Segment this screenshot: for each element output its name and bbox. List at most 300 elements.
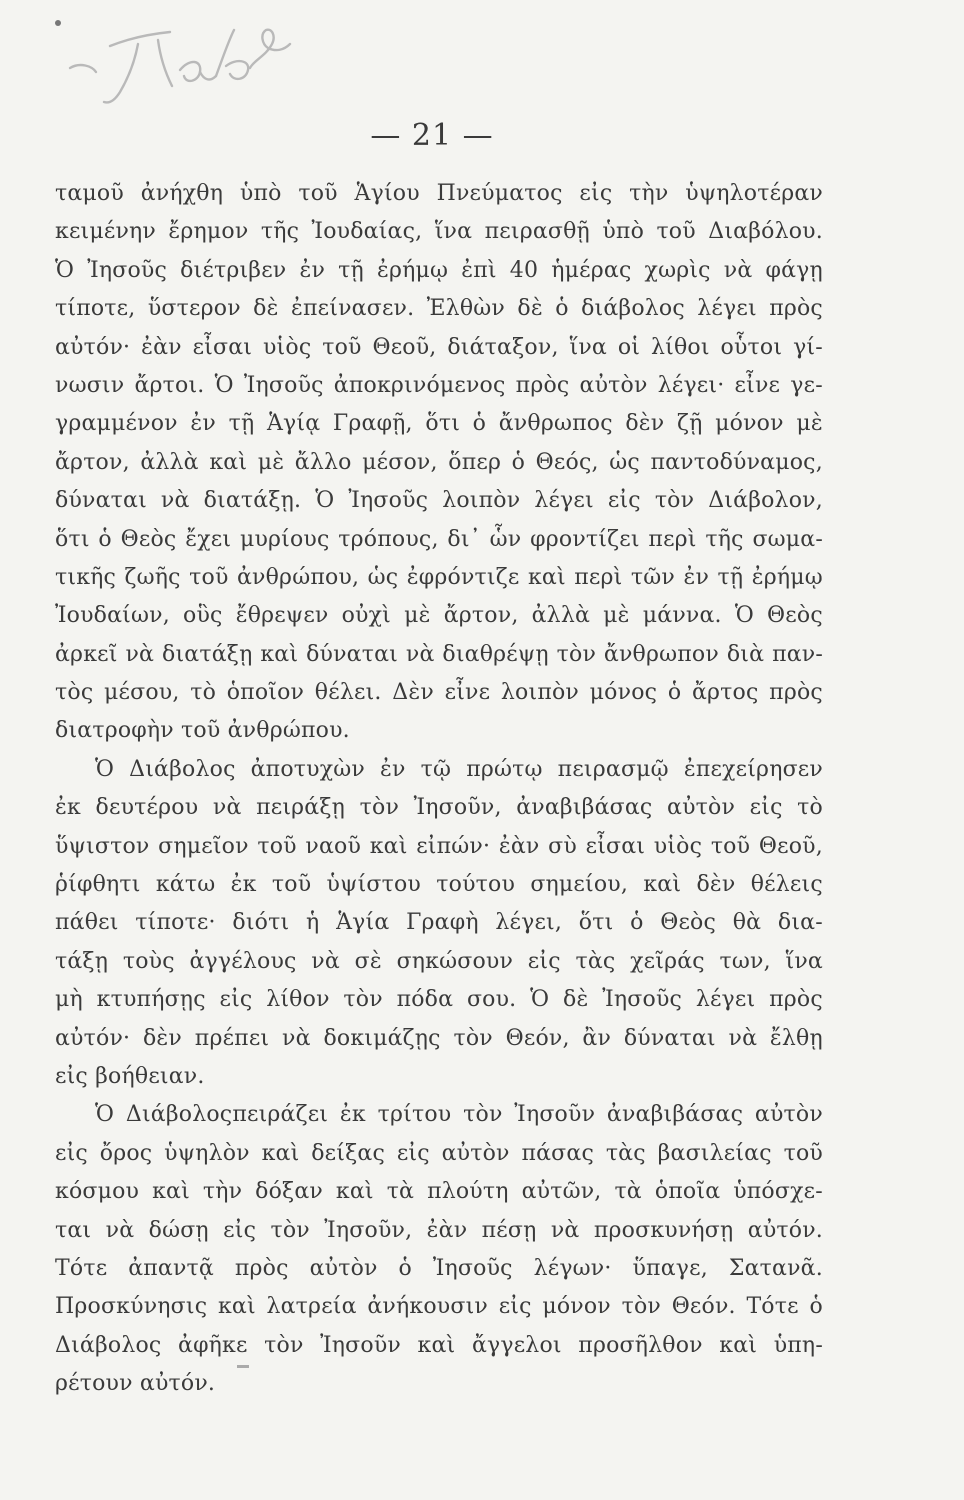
word: ὑψηλοτέραν — [685, 181, 823, 206]
paragraph-end-line — [55, 1365, 823, 1403]
word: εἰς — [498, 1294, 532, 1320]
word: μέσον, — [362, 449, 438, 475]
word: χωρὶς — [644, 257, 711, 283]
word: ἐν — [190, 411, 216, 437]
word: τῇ — [717, 564, 744, 590]
word: αὐτὸν — [441, 1140, 510, 1166]
text-line — [55, 789, 823, 827]
word: διέτριβεν — [180, 257, 287, 283]
final-line-text: ρέτουν αὐτόν. — [55, 1371, 216, 1397]
word: διάταξον, — [447, 334, 559, 360]
word: ἀνήχθη — [140, 181, 224, 206]
word: πρώτῳ — [466, 756, 543, 782]
word: νωσιν — [55, 372, 125, 398]
word: μυρίους — [239, 526, 330, 552]
word: προσκυνήσῃ — [593, 1217, 734, 1243]
word: ἡ — [306, 910, 320, 936]
text-line — [55, 1327, 823, 1365]
word: ἀπαντᾷ — [128, 1255, 214, 1281]
word: ἀφῆκε — [178, 1332, 248, 1358]
word: αὐτόν· — [55, 1025, 131, 1051]
word: εἶσαι — [585, 833, 646, 859]
word: Θεός, — [535, 449, 599, 475]
word: μὲ — [404, 603, 431, 629]
word: πειρασθῇ — [484, 219, 590, 245]
word: μὲ — [257, 449, 285, 475]
word: νὰ — [282, 1025, 311, 1051]
word: Θεόν. — [671, 1294, 736, 1320]
word: ἀλλὰ — [531, 603, 591, 629]
word: λίθοι — [650, 334, 710, 360]
paragraph-end-line: εἰς βοήθειαν. — [55, 1063, 205, 1089]
word: ἀλλὰ — [140, 449, 199, 475]
word: ἐν — [380, 756, 406, 782]
text-line — [55, 1212, 823, 1250]
word: θὰ — [732, 910, 762, 936]
word: ῥίφθητι — [55, 872, 141, 898]
word: ται — [55, 1217, 92, 1243]
word: καὶ — [369, 833, 408, 859]
word: ὧν — [489, 526, 522, 552]
word: αὐτὸν — [579, 372, 648, 398]
word: γί- — [793, 334, 823, 360]
word: υἱὸς — [262, 334, 312, 360]
word: καὶ — [152, 1179, 190, 1205]
word: δὲν — [625, 411, 665, 437]
word: νὰ — [311, 948, 340, 974]
text-line — [55, 1288, 823, 1326]
word: καὶ — [417, 1332, 456, 1358]
word: λέγων· — [533, 1255, 612, 1281]
word: Ὁ — [214, 372, 234, 398]
word: αὐτὸν — [309, 1255, 378, 1281]
paragraph-start-line — [55, 1096, 823, 1134]
word: πρέπει — [194, 1025, 270, 1051]
word: ἐὰν — [141, 334, 182, 360]
word: ὁποῖα — [654, 1179, 721, 1205]
word: Ἰησοῦς — [243, 372, 324, 398]
word: οἱ — [617, 334, 641, 360]
word: εἰπών· — [416, 833, 491, 859]
word: μὲ — [796, 411, 823, 437]
word: ἔχει — [185, 526, 232, 552]
word: ἀποτυχὼν — [250, 756, 365, 782]
page-number: — 21 — — [370, 118, 494, 153]
text-line — [55, 559, 823, 597]
word: σὲ — [354, 948, 382, 974]
word: τῇ — [338, 257, 364, 283]
word: ὑψίστου — [326, 872, 422, 898]
word: τὸς — [55, 680, 94, 706]
word: τρόπους, — [338, 526, 439, 552]
word: ἐκ — [339, 1102, 366, 1128]
word: πειράξῃ — [256, 795, 346, 821]
word: Ἰησοῦς — [602, 987, 683, 1013]
word: Ἰουδαίων, — [55, 603, 170, 629]
text-line — [55, 1250, 823, 1288]
word: προσῆλθον — [578, 1332, 703, 1358]
word: Προσκύνησις — [55, 1294, 208, 1320]
word: τῆς — [705, 526, 744, 552]
word: δὲ — [517, 296, 543, 322]
word: ὅπερ — [448, 449, 502, 475]
word: Ἰουδαίας, — [311, 219, 423, 245]
word: τίποτε, — [55, 296, 136, 322]
paragraph-end-line: διατροφὴν τοῦ ἀνθρώπου. — [55, 718, 350, 744]
word: δοκιμάζῃς — [323, 1025, 441, 1051]
word: καὶ — [217, 1294, 256, 1320]
word: ἐπεχείρησεν — [683, 756, 823, 782]
word: τὸν — [654, 488, 695, 514]
word: ἐπὶ — [461, 257, 497, 283]
word: εἰς — [223, 1217, 257, 1243]
word: πάθει — [55, 910, 119, 936]
text-line — [55, 981, 823, 1019]
word: λοιπὸν — [500, 680, 579, 706]
word: τοῦ — [710, 833, 751, 859]
word: λέγει, — [495, 910, 563, 936]
word: ἄρτον, — [443, 603, 519, 629]
word: καὶ — [209, 449, 248, 475]
word: δείξας — [311, 1140, 385, 1166]
text-line — [55, 828, 823, 866]
text-line — [55, 904, 823, 942]
word: εἰς — [749, 795, 783, 821]
pencil-mark — [237, 1365, 249, 1368]
word: δια- — [777, 910, 823, 936]
word: θέλεις — [750, 872, 823, 898]
text-line — [55, 636, 823, 674]
word: λέγει — [534, 488, 594, 514]
word: αὐτῶν, — [521, 1179, 602, 1205]
word: τοῦ — [189, 564, 229, 590]
word: ἐὰν — [426, 1217, 468, 1243]
word: τὰ — [614, 1179, 642, 1205]
word: νὰ — [160, 488, 190, 514]
word: ἐν — [299, 257, 326, 283]
word: ὑπὸ — [602, 219, 645, 245]
word: αὐτὸν — [754, 1102, 823, 1128]
word: Θεὸς — [120, 526, 177, 552]
word: μὴ — [55, 987, 83, 1013]
word: ἄρτος — [691, 680, 759, 706]
word: ἐρήμῳ — [751, 564, 823, 590]
word: Ἁγίου — [354, 181, 420, 206]
text-line — [55, 597, 823, 635]
word: δώσῃ — [148, 1217, 209, 1243]
word: λέγει· — [657, 372, 725, 398]
word: Ἁγία — [336, 910, 390, 936]
word: ὁ — [630, 910, 644, 936]
word: τοῦ — [656, 219, 696, 245]
word: τὸν — [453, 1025, 493, 1051]
word: ἵνα — [569, 334, 607, 360]
word: Τότε — [746, 1294, 799, 1320]
word: πρὸς — [234, 1255, 289, 1281]
word: ὁ — [809, 1294, 823, 1320]
word: ἔλθῃ — [769, 1025, 823, 1051]
word: εἰς — [579, 181, 613, 206]
word: μόνον — [542, 1294, 611, 1320]
word: εἰς — [55, 1140, 88, 1166]
word: Θεόν, — [505, 1025, 570, 1051]
word: Ὁ — [734, 603, 754, 629]
word: τοῦ — [271, 872, 312, 898]
text-line — [55, 444, 823, 482]
word: σὺ — [548, 833, 577, 859]
word: Ἰησοῦς — [87, 257, 167, 283]
word: Σατανᾶ. — [728, 1255, 823, 1281]
word: Ὁ — [315, 488, 335, 514]
word: ὑπη- — [773, 1332, 823, 1358]
word: κόσμου — [55, 1179, 140, 1205]
word: ἡμέρας — [551, 257, 632, 283]
word: αὐτόν· — [55, 334, 131, 360]
word: γραμμένον — [55, 411, 178, 437]
word: ὁ — [511, 449, 526, 475]
word: Διαβόλου. — [708, 219, 823, 245]
text-line — [55, 367, 823, 405]
word: εἶσαι — [192, 334, 253, 360]
word: νὰ — [105, 1217, 135, 1243]
text-line — [55, 213, 823, 251]
word: πρὸς — [515, 372, 570, 398]
word: ἀνήκουσιν — [367, 1294, 488, 1320]
word: διαθρέψῃ — [442, 641, 549, 667]
word: ταμοῦ — [55, 181, 124, 206]
word: λέγει — [695, 987, 756, 1013]
word: Γραφῇ, — [332, 411, 413, 437]
word: οὓς — [183, 603, 223, 629]
word: πέσῃ — [481, 1217, 537, 1243]
word: ἵνα — [434, 219, 473, 245]
word: γε- — [790, 372, 823, 398]
word: λοιπὸν — [442, 488, 521, 514]
word: τὴν — [629, 181, 669, 206]
word: τὸν — [343, 987, 383, 1013]
word: μόνον — [715, 411, 784, 437]
word: δευτέρου — [95, 795, 199, 821]
word: Δὲν — [392, 680, 434, 706]
word: φάγῃ — [765, 257, 823, 283]
word: διάβολος — [581, 296, 685, 322]
word: Διάβολον, — [708, 488, 823, 514]
word: Ἰησοῦς — [432, 1255, 513, 1281]
word: ὡς — [367, 564, 399, 590]
word: μάννα. — [642, 603, 722, 629]
word: ναοῦ — [305, 833, 362, 859]
word: παν- — [772, 641, 823, 667]
word: Διάβολος — [55, 1332, 162, 1358]
word: πόδα — [396, 987, 454, 1013]
word: τρίτου — [377, 1102, 452, 1128]
word: δύναται — [623, 1025, 716, 1051]
text-line — [55, 252, 823, 290]
word: τῆς — [260, 219, 300, 245]
word: οὐχὶ — [341, 603, 391, 629]
word: ἄρτοι. — [134, 372, 205, 398]
word: θέλει. — [314, 680, 382, 706]
word: Ἁγίᾳ — [266, 411, 321, 437]
body-text — [55, 175, 823, 1404]
word: τὸν — [359, 795, 400, 821]
word: νὰ — [125, 641, 155, 667]
word: ὡς — [609, 449, 640, 475]
word: Θεὸς — [767, 603, 823, 629]
word: χεῖράς — [630, 948, 705, 974]
word: Ὁ — [55, 257, 75, 283]
word: καὶ — [527, 564, 566, 590]
word: ἄγγελοι — [471, 1332, 562, 1358]
word: δὲν — [696, 872, 736, 898]
word: τὸν — [621, 1294, 661, 1320]
word: σωμα- — [752, 526, 823, 552]
word: τὸν — [463, 1102, 503, 1128]
word: σημεῖον — [158, 833, 249, 859]
handwritten-pencil-note — [40, 0, 300, 110]
word: μέσου, — [104, 680, 180, 706]
word: ὁ — [98, 526, 112, 552]
word: ὁ — [555, 296, 569, 322]
word: ἐρήμῳ — [376, 257, 449, 283]
word: Γραφὴ — [406, 910, 479, 936]
word: ὕπαγε, — [632, 1255, 708, 1281]
word: καὶ — [260, 641, 299, 667]
word: τῇ — [228, 411, 255, 437]
word: περὶ — [574, 564, 623, 590]
text-line — [55, 482, 823, 520]
word: τὰς — [575, 948, 616, 974]
text-line — [55, 405, 823, 443]
word: Θεοῦ, — [758, 833, 823, 859]
word: νὰ — [212, 795, 242, 821]
word: τῷ — [420, 756, 452, 782]
text-line — [55, 329, 823, 367]
word: Ἰησοῦν — [514, 1102, 596, 1128]
word: ἐπείνασεν. — [291, 296, 415, 322]
text-line — [55, 1020, 823, 1058]
word: ἀγγέλους — [189, 948, 297, 974]
word: δι᾽ — [447, 526, 481, 552]
word: ζωῆς — [124, 564, 181, 590]
word: τοῦ — [322, 334, 362, 360]
word: ἐκ — [55, 795, 81, 821]
word: ἄρτον, — [55, 449, 130, 475]
word: νὰ — [728, 1025, 758, 1051]
word: εἰς — [527, 948, 561, 974]
word: ὄρος — [99, 1140, 153, 1166]
word: τὰς — [605, 1140, 646, 1166]
word: δὲ — [253, 296, 279, 322]
word: ζῇ — [677, 411, 703, 437]
word: ὅτι — [55, 526, 90, 552]
word: τὰ — [386, 1179, 415, 1205]
word: 40 — [509, 257, 539, 283]
word: βασιλείας — [657, 1140, 772, 1166]
word: πάσας — [521, 1140, 594, 1166]
word: καὶ — [335, 1179, 374, 1205]
word: ὑψηλὸν — [164, 1140, 250, 1166]
word: ἄνθρωπον — [603, 641, 719, 667]
word: ἀναβιβάσας — [516, 795, 653, 821]
word: πρὸς — [769, 987, 823, 1013]
word: δύναται — [306, 641, 398, 667]
word: τὸ — [797, 795, 823, 821]
word: Ἰησοῦν — [320, 1332, 401, 1358]
word: ἀρκεῖ — [55, 641, 118, 667]
word: ἀποκρινόμενος — [333, 372, 506, 398]
word: πειρασμῷ — [557, 756, 669, 782]
word: ἔθρεψεν — [235, 603, 329, 629]
word: δὲ — [563, 987, 589, 1013]
word: ἐν — [683, 564, 710, 590]
word: τῶν — [630, 564, 675, 590]
word: ὅτι — [425, 411, 461, 437]
word: Ὁ — [95, 1102, 115, 1128]
word: ὁποῖον — [226, 680, 305, 706]
word: Διάβολος — [129, 756, 236, 782]
word: διατάξῃ. — [203, 488, 302, 514]
word: δὲν — [142, 1025, 183, 1051]
word: τάξῃ — [55, 948, 109, 974]
word: ἀνθρώπου, — [236, 564, 360, 590]
word: σημείου, — [530, 872, 629, 898]
word: καὶ — [719, 1332, 758, 1358]
word: εἰς — [607, 488, 641, 514]
word: ὁ — [667, 680, 682, 706]
word: εἰς — [219, 987, 253, 1013]
word: φροντίζει — [530, 526, 640, 552]
word: μὲ — [603, 603, 630, 629]
word: σου. — [466, 987, 517, 1013]
word: υἱὸς — [653, 833, 703, 859]
word: ὁ — [398, 1255, 412, 1281]
word: περὶ — [648, 526, 697, 552]
word: ἵνα — [785, 948, 823, 974]
word: Πνεύματος — [436, 181, 563, 206]
word: καὶ — [643, 872, 682, 898]
text-line — [55, 521, 823, 559]
word: Τότε — [55, 1255, 108, 1281]
word: των, — [719, 948, 771, 974]
word: λέγει — [697, 296, 757, 322]
word: σηκώσουν — [396, 948, 514, 974]
word: λατρεία — [266, 1294, 357, 1320]
word: τὸν — [556, 641, 597, 667]
word: κειμένην — [55, 219, 156, 245]
word: τικῆς — [55, 564, 117, 590]
text-line — [55, 1135, 823, 1173]
word: ἀναβιβάσας — [606, 1102, 744, 1128]
word: εἶνε — [444, 680, 491, 706]
word: Ἰησοῦν, — [413, 795, 502, 821]
word: τὸν — [270, 1217, 310, 1243]
word: τοῦ — [783, 1140, 823, 1166]
word: Ὁ — [95, 756, 115, 782]
word: Θεοῦ, — [372, 334, 437, 360]
word: μόνος — [589, 680, 658, 706]
word: Ἰησοῦν, — [324, 1217, 413, 1243]
word: νὰ — [405, 641, 435, 667]
word: νὰ — [723, 257, 753, 283]
word: Ἰησοῦς — [348, 488, 429, 514]
word: ἄλλο — [294, 449, 352, 475]
text-line — [55, 175, 823, 213]
word: εἰς — [396, 1140, 430, 1166]
word: κτυπήσῃς — [96, 987, 206, 1013]
word: ὕστερον — [147, 296, 241, 322]
word: ἔρημον — [168, 219, 249, 245]
